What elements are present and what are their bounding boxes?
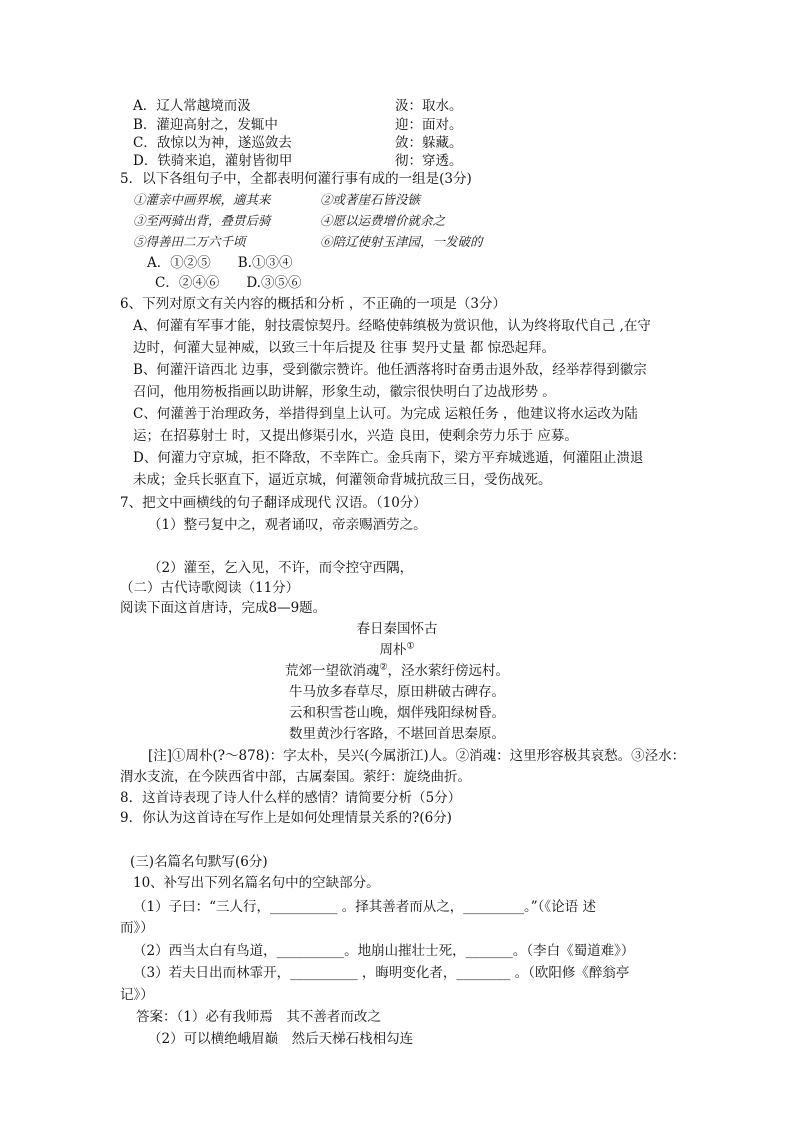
section2-intro: 阅读下面这首唐诗，完成8—9题。: [120, 600, 327, 616]
q5-stem: 5．以下各组句子中，全都表明何灌行事有成的一组是(3分): [120, 171, 472, 187]
q6-line: 召问，他用笏板指画以助讲解，形象生动，徽宗很快明白了边战形势 。: [133, 384, 556, 400]
poem-note-2: ②: [379, 662, 388, 673]
q5-answers-row1: A．①②⑤ B.①③④: [147, 255, 293, 271]
poem-author: [0, 640, 794, 660]
q6-line: C、何灌善于治理政务，举措得到皇上认可。为完成 运粮任务 ，他建议将水运改为陆: [133, 406, 638, 422]
q6-line: 运；在招募射士 时，又提出修渠引水，兴造 良田，使剩余劳力乐于 应募。: [133, 428, 578, 444]
q8: 8．这首诗表现了诗人什么样的感情？请简要分析（5分）: [120, 790, 462, 806]
q7-item2: （2）灌至，乞入见，不许，而令控守西隅，: [148, 560, 414, 576]
q6-line: D、何灌力守京城，拒不降敌，不幸阵亡。金兵南下，梁方平弃城逃遁，何灌阻止溃退: [133, 450, 644, 466]
q6-line: 未成；金兵长驱直下，逼近京城，何灌领命背城抗敌三日，受伤战死。: [133, 472, 552, 488]
poem-line-2: 牛马放多春草尽，原田耕破古碑存。: [289, 684, 505, 700]
q4-option-c: C．敌惊以为神，遂巡敛去: [133, 135, 292, 151]
q4-option-a: A．辽人常越境而汲: [133, 98, 251, 114]
q10-line3b: 记》）: [120, 987, 154, 1003]
poem-line-3: 云和积雪苍山晚，烟伴残阳绿树昏。: [289, 705, 505, 721]
section2-heading: （二）古代诗歌阅读（11分）: [120, 580, 300, 596]
q6-stem: 6、下列对原文有关内容的概括和分析 ，不正确的一项是（3分）: [120, 296, 506, 312]
q6-line: B、何灌汗谙西北 边事，受到徽宗赞许。他任洒落将时奋勇击退外敌，经举荐得到徽宗: [133, 362, 647, 378]
poem-note-line1: [注]①周朴(?～878)：字太朴，吴兴(今属浙江)人。②消魂：这里形容极其哀愁。③泾水：: [148, 748, 686, 764]
q7-stem: 7、把文中画横线的句子翻译成现代 汉语。（10分）: [120, 495, 427, 511]
section3-heading: (三)名篇名句默写(6分): [130, 854, 268, 870]
q5-sentence-6: ⑥陪辽使射玉津园，一发破的: [320, 234, 483, 249]
answer-line1: 答案：（1）必有我师焉 其不善者而改之: [136, 1009, 381, 1025]
q5-answers-row2: C．②④⑥ D.③⑤⑥: [155, 275, 302, 291]
q5-sentence-5: ⑤得善田二万六千顷: [133, 234, 246, 249]
q9: 9．你认为这首诗在写作上是如何处理情景关系的?(6分): [120, 810, 452, 826]
q4-option-b: B．灌迎高射之，发辄中: [133, 117, 278, 133]
q10-stem: 10、补写出下列名篇名句中的空缺部分。: [133, 875, 380, 891]
poem-line-1: 荒郊一望欲消魂②，泾水萦纡傍远村。: [284, 662, 510, 679]
q10-line1: （1）子曰：“三人行，__________ 。择其善者而从之，_________。”（《论语 述: [133, 899, 596, 915]
q10-line1b: 而》）: [120, 920, 154, 936]
poem-note-line2: 渭水支流，在今陕西省中部，古属秦国。萦纡：旋绕曲折。: [120, 769, 471, 785]
poem-author-name: 周朴: [379, 642, 407, 658]
q4-gloss-d: 彻：穿透。: [395, 153, 463, 169]
q4-gloss-b: 迎：面对。: [395, 117, 463, 133]
poem-author-note: ①: [406, 641, 415, 652]
poem-line-4: 数里黄沙行客路，不堪回首思秦原。: [289, 726, 505, 742]
q4-gloss-c: 敛：躲藏。: [395, 135, 463, 151]
q4-gloss-a: 汲：取水。: [395, 98, 463, 114]
q10-line2: （2）西当太白有鸟道，__________。地崩山摧壮士死，_______。（李白《蜀道难》）: [133, 943, 635, 959]
answer-line2: （2）可以横绝峨眉巅 然后天梯石栈相勾连: [148, 1031, 414, 1047]
q10-line3: （3）若夫日出而林霏开，__________ ，晦明变化者，________ 。（欧阳修《醉翁亭: [133, 965, 630, 981]
q4-option-d: D．铁骑来追，灌射皆彻甲: [133, 153, 293, 169]
q5-sentence-2: ②或著崖石皆没镞: [320, 192, 421, 207]
q7-item1: （1）整弓复中之，观者诵叹，帝亲赐酒劳之。: [148, 517, 427, 533]
q6-line: A、何灌有军事才能，射技震惊契丹。经略使韩缜极为赏识他，认为终将取代自己 ,在守: [133, 318, 651, 334]
q5-sentence-3: ③至两骑出背，叠贯后骑: [133, 213, 271, 228]
q5-sentence-1: ①灌亲中画界堠，適其来: [133, 192, 271, 207]
q6-line: 边时，何灌大显神威，以致三十年后提及 往事 契丹丈量 都 惊恐起拜。: [133, 340, 556, 356]
q5-sentence-4: ④愿以运费增价就余之: [320, 213, 446, 228]
poem-title: 春日秦国怀古: [356, 621, 438, 637]
